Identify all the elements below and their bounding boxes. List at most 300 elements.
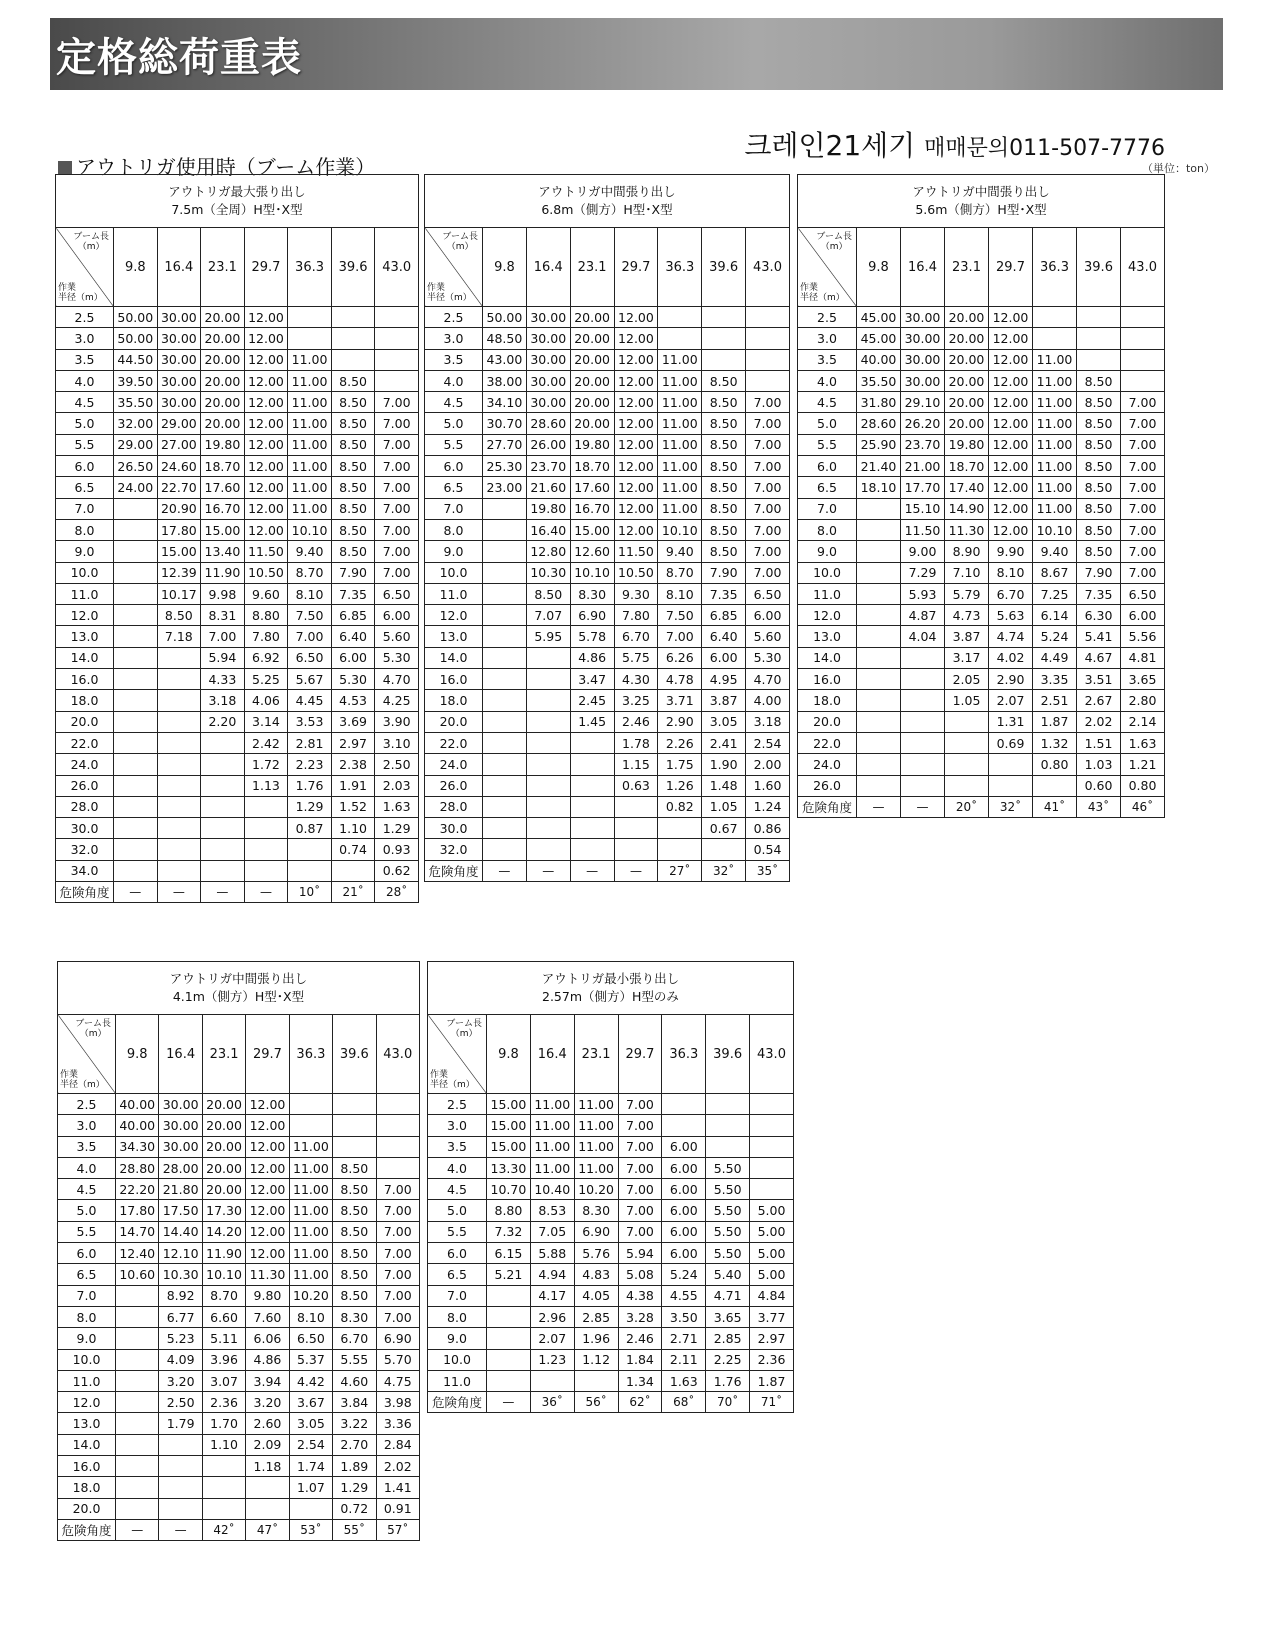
load-cell: [857, 647, 901, 668]
radius-cell: 5.0: [425, 413, 483, 434]
load-cell: 8.50: [702, 477, 746, 498]
load-cell: 7.00: [1121, 434, 1165, 455]
load-cell: 8.50: [333, 1157, 376, 1178]
load-cell: [483, 754, 527, 775]
radius-cell: 2.5: [428, 1094, 487, 1115]
load-cell: 35.50: [857, 370, 901, 391]
load-cell: [157, 690, 201, 711]
load-cell: 7.00: [746, 519, 790, 540]
load-cell: 15.00: [487, 1094, 531, 1115]
load-cell: 7.00: [1121, 392, 1165, 413]
load-cell: 30.00: [157, 370, 201, 391]
load-cell: 20.90: [157, 498, 201, 519]
radius-cell: 16.0: [56, 669, 114, 690]
load-cell: [526, 647, 570, 668]
table-row: [56, 456, 419, 477]
radius-cell: 3.5: [425, 349, 483, 370]
boom-length-cell: 39.6: [331, 228, 375, 307]
load-cell: 7.00: [1121, 477, 1165, 498]
load-cell: 11.00: [530, 1157, 574, 1178]
load-cell: 14.40: [159, 1221, 202, 1242]
danger-angle-cell: 47˚: [246, 1519, 289, 1540]
radius-cell: 8.0: [425, 519, 483, 540]
load-cell: 12.00: [614, 413, 658, 434]
load-cell: [1033, 775, 1077, 796]
radius-cell: 18.0: [798, 690, 857, 711]
load-cell: 30.00: [159, 1094, 202, 1115]
radius-cell: 4.5: [58, 1179, 116, 1200]
load-cell: 8.10: [989, 562, 1033, 583]
load-cell: 17.80: [157, 519, 201, 540]
load-cell: 10.40: [530, 1179, 574, 1200]
load-cell: 18.10: [857, 477, 901, 498]
load-cell: 14.20: [202, 1221, 245, 1242]
load-cell: 11.00: [1033, 477, 1077, 498]
load-cell: 7.00: [376, 1285, 419, 1306]
load-cell: [116, 1392, 159, 1413]
load-cell: 12.00: [246, 1094, 289, 1115]
load-cell: 23.00: [483, 477, 527, 498]
load-cell: 4.81: [1121, 647, 1165, 668]
load-cell: 1.05: [945, 690, 989, 711]
radius-cell: 5.5: [428, 1221, 487, 1242]
radius-cell: 3.0: [798, 328, 857, 349]
load-cell: 11.00: [289, 1200, 332, 1221]
load-cell: 4.42: [289, 1370, 332, 1391]
load-cell: 1.90: [702, 754, 746, 775]
load-cell: 8.30: [574, 1200, 618, 1221]
radius-cell: 3.0: [425, 328, 483, 349]
load-cell: 8.50: [157, 605, 201, 626]
table-row: [425, 370, 790, 391]
radius-cell: 7.0: [798, 498, 857, 519]
radius-cell: 32.0: [56, 839, 114, 860]
load-cell: 25.90: [857, 434, 901, 455]
danger-angle-cell: 68˚: [662, 1392, 706, 1413]
load-cell: 5.50: [706, 1243, 750, 1264]
radius-cell: 13.0: [425, 626, 483, 647]
danger-angle-label: 危険角度: [798, 796, 857, 817]
load-cell: 8.50: [333, 1179, 376, 1200]
load-cell: 12.00: [989, 519, 1033, 540]
load-cell: 10.60: [116, 1264, 159, 1285]
load-cell: 7.90: [702, 562, 746, 583]
load-cell: 8.50: [331, 392, 375, 413]
load-cell: 15.00: [570, 519, 614, 540]
load-cell: 6.00: [662, 1200, 706, 1221]
load-cell: 7.00: [376, 1243, 419, 1264]
radius-cell: 6.5: [798, 477, 857, 498]
load-cell: [288, 839, 332, 860]
load-cell: 8.50: [331, 541, 375, 562]
load-cell: [658, 818, 702, 839]
load-cell: 3.84: [333, 1392, 376, 1413]
radius-axis-label: [427, 283, 472, 303]
load-cell: [857, 711, 901, 732]
boom-length-cell: 23.1: [570, 228, 614, 307]
load-cell: 7.00: [618, 1179, 662, 1200]
boom-length-cell: 29.7: [618, 1015, 662, 1094]
table-row: [425, 732, 790, 753]
danger-angle-cell: 57˚: [376, 1519, 419, 1540]
radius-cell: 6.0: [425, 456, 483, 477]
boom-length-cell: 36.3: [288, 228, 332, 307]
load-cell: 19.80: [570, 434, 614, 455]
radius-cell: 13.0: [56, 626, 114, 647]
load-cell: 11.50: [244, 541, 288, 562]
radius-cell: 14.0: [56, 647, 114, 668]
load-cell: 3.22: [333, 1413, 376, 1434]
load-cell: 8.50: [331, 456, 375, 477]
table-row: [798, 754, 1165, 775]
radius-cell: 6.0: [798, 456, 857, 477]
table-caption-row: [798, 175, 1165, 228]
load-cell: [201, 818, 245, 839]
load-cell: [989, 754, 1033, 775]
axis-diagonal-header: [428, 1015, 487, 1094]
danger-angle-cell: 32˚: [702, 860, 746, 881]
load-cell: 6.70: [333, 1328, 376, 1349]
load-cell: 11.00: [288, 370, 332, 391]
load-cell: [1077, 328, 1121, 349]
load-cell: 7.00: [376, 1200, 419, 1221]
table-row: [425, 434, 790, 455]
load-cell: [201, 860, 245, 881]
boom-length-cell: 43.0: [375, 228, 419, 307]
load-cell: 2.36: [202, 1392, 245, 1413]
load-cell: [526, 818, 570, 839]
danger-angle-cell: 62˚: [618, 1392, 662, 1413]
danger-angle-row: [425, 860, 790, 881]
radius-cell: 3.5: [56, 349, 114, 370]
load-cell: 11.00: [289, 1179, 332, 1200]
load-cell: 0.91: [376, 1498, 419, 1519]
load-cell: 30.00: [901, 328, 945, 349]
load-cell: 16.70: [570, 498, 614, 519]
load-cell: [116, 1349, 159, 1370]
load-cell: 7.07: [526, 605, 570, 626]
load-cell: [901, 690, 945, 711]
load-cell: 3.47: [570, 669, 614, 690]
load-cell: 1.21: [1121, 754, 1165, 775]
load-cell: 2.07: [989, 690, 1033, 711]
load-cell: 6.06: [246, 1328, 289, 1349]
load-cell: 4.25: [375, 690, 419, 711]
radius-cell: 18.0: [56, 690, 114, 711]
boom-length-unit: （m）: [450, 1029, 478, 1039]
load-cell: [114, 647, 158, 668]
load-cell: 17.70: [901, 477, 945, 498]
table-row: [56, 562, 419, 583]
load-cell: 20.00: [570, 370, 614, 391]
load-cell: 17.40: [945, 477, 989, 498]
load-cell: [1077, 349, 1121, 370]
load-cell: [857, 626, 901, 647]
load-cell: 20.00: [945, 413, 989, 434]
load-cell: 1.96: [574, 1328, 618, 1349]
load-cell: 3.53: [288, 711, 332, 732]
load-cell: [483, 669, 527, 690]
table-row: [56, 349, 419, 370]
load-cell: 7.00: [618, 1221, 662, 1242]
boom-length-cell: 16.4: [159, 1015, 202, 1094]
load-cell: 12.00: [244, 328, 288, 349]
load-cell: 2.46: [614, 711, 658, 732]
load-cell: 26.50: [114, 456, 158, 477]
load-cell: 3.51: [1077, 669, 1121, 690]
load-cell: [159, 1498, 202, 1519]
table-row: [56, 392, 419, 413]
load-cell: 5.21: [487, 1264, 531, 1285]
radius-cell: 3.0: [58, 1115, 116, 1136]
danger-angle-cell: 53˚: [289, 1519, 332, 1540]
load-cell: 11.00: [288, 392, 332, 413]
table-row: [798, 605, 1165, 626]
load-cell: [1033, 328, 1077, 349]
load-cell: 22.20: [116, 1179, 159, 1200]
load-cell: [1121, 349, 1165, 370]
load-cell: 2.84: [376, 1434, 419, 1455]
danger-angle-label: 危険角度: [58, 1519, 116, 1540]
load-cell: 10.17: [157, 583, 201, 604]
load-cell: [114, 818, 158, 839]
boom-length-cell: 36.3: [658, 228, 702, 307]
load-cell: 28.60: [526, 413, 570, 434]
load-cell: [202, 1498, 245, 1519]
radius-cell: 7.0: [58, 1285, 116, 1306]
load-cell: 9.40: [1033, 541, 1077, 562]
load-cell: [116, 1285, 159, 1306]
load-cell: 4.60: [333, 1370, 376, 1391]
load-cell: 2.70: [333, 1434, 376, 1455]
load-cell: 0.74: [331, 839, 375, 860]
table-row: [798, 519, 1165, 540]
table-row: [798, 456, 1165, 477]
load-cell: 25.30: [483, 456, 527, 477]
load-cell: 6.50: [375, 583, 419, 604]
table-row: [428, 1094, 794, 1115]
load-cell: [114, 626, 158, 647]
danger-angle-cell: —: [116, 1519, 159, 1540]
danger-angle-cell: —: [114, 882, 158, 903]
load-cell: [945, 711, 989, 732]
load-cell: 7.00: [375, 477, 419, 498]
load-cell: [288, 328, 332, 349]
table-caption: [425, 175, 790, 228]
load-cell: [114, 860, 158, 881]
load-cell: [570, 839, 614, 860]
table-row: [56, 413, 419, 434]
load-cell: 17.50: [159, 1200, 202, 1221]
radius-cell: 7.0: [56, 498, 114, 519]
load-cell: 9.90: [989, 541, 1033, 562]
load-cell: 7.00: [618, 1157, 662, 1178]
load-cell: [333, 1136, 376, 1157]
boom-length-cell: 36.3: [1033, 228, 1077, 307]
table-row: [798, 349, 1165, 370]
load-cell: 4.86: [570, 647, 614, 668]
load-cell: 6.70: [614, 626, 658, 647]
load-cell: 1.29: [288, 796, 332, 817]
load-cell: 11.00: [288, 456, 332, 477]
load-cell: 9.40: [658, 541, 702, 562]
radius-cell: 9.0: [425, 541, 483, 562]
radius-cell: 10.0: [56, 562, 114, 583]
load-cell: 8.10: [289, 1306, 332, 1327]
radius-label-bottom: 半径（m）: [427, 293, 472, 303]
load-cell: [331, 307, 375, 328]
table-row: [428, 1306, 794, 1327]
load-cell: [750, 1115, 794, 1136]
load-cell: 45.00: [857, 307, 901, 328]
radius-cell: 10.0: [425, 562, 483, 583]
load-cell: 12.00: [244, 519, 288, 540]
load-cell: 5.00: [750, 1200, 794, 1221]
radius-cell: 5.5: [798, 434, 857, 455]
radius-cell: 4.0: [798, 370, 857, 391]
load-cell: 8.50: [1077, 434, 1121, 455]
load-cell: 18.70: [570, 456, 614, 477]
radius-label-top: 作業: [58, 283, 77, 293]
contact-main: 크레인21세기: [744, 129, 925, 162]
table-row: [56, 519, 419, 540]
load-cell: 7.00: [375, 434, 419, 455]
caption-line-1: アウトリガ最大張り出し: [168, 184, 306, 199]
load-cell: 34.10: [483, 392, 527, 413]
load-cell: 5.30: [331, 669, 375, 690]
load-cell: 5.50: [706, 1157, 750, 1178]
radius-cell: 2.5: [798, 307, 857, 328]
table-row: [428, 1179, 794, 1200]
caption-line-1: アウトリガ中間張り出し: [169, 971, 308, 986]
load-cell: 45.00: [857, 328, 901, 349]
load-cell: 6.50: [1121, 583, 1165, 604]
radius-cell: 3.0: [56, 328, 114, 349]
load-cell: 4.00: [746, 690, 790, 711]
danger-angle-cell: —: [614, 860, 658, 881]
caption-line-1: アウトリガ最小張り出し: [541, 971, 680, 986]
load-cell: 4.30: [614, 669, 658, 690]
table-row: [58, 1285, 420, 1306]
table-row: [425, 541, 790, 562]
load-cell: 20.00: [945, 349, 989, 370]
table-row: [425, 307, 790, 328]
load-cell: 4.84: [750, 1285, 794, 1306]
load-cell: 5.00: [750, 1243, 794, 1264]
load-cell: [114, 583, 158, 604]
load-cell: [116, 1370, 159, 1391]
load-cell: 17.60: [570, 477, 614, 498]
radius-label-top: 作業: [430, 1070, 449, 1080]
load-cell: 20.00: [570, 307, 614, 328]
load-cell: 7.00: [376, 1306, 419, 1327]
load-cell: 4.86: [246, 1349, 289, 1370]
table-row: [58, 1200, 420, 1221]
danger-angle-cell: 36˚: [530, 1392, 574, 1413]
load-cell: [375, 370, 419, 391]
boom-length-cell: 29.7: [989, 228, 1033, 307]
load-cell: 2.38: [331, 754, 375, 775]
load-cell: 3.18: [201, 690, 245, 711]
load-cell: [750, 1179, 794, 1200]
boom-length-unit: （m）: [446, 242, 474, 252]
radius-cell: 5.5: [56, 434, 114, 455]
load-cell: [530, 1370, 574, 1391]
load-cell: [333, 1094, 376, 1115]
load-cell: 20.00: [945, 370, 989, 391]
load-cell: 11.00: [574, 1136, 618, 1157]
load-cell: 2.46: [618, 1328, 662, 1349]
table-row: [425, 456, 790, 477]
load-cell: [331, 860, 375, 881]
load-cell: [201, 775, 245, 796]
load-cell: 26.20: [901, 413, 945, 434]
load-cell: 24.00: [114, 477, 158, 498]
load-cell: 10.50: [244, 562, 288, 583]
table-row: [425, 690, 790, 711]
load-cell: [333, 1115, 376, 1136]
load-cell: 8.50: [702, 541, 746, 562]
radius-cell: 20.0: [56, 711, 114, 732]
load-cell: [857, 690, 901, 711]
load-cell: [244, 839, 288, 860]
radius-cell: 16.0: [798, 669, 857, 690]
load-cell: 11.00: [658, 456, 702, 477]
load-cell: 4.95: [702, 669, 746, 690]
load-cell: 2.85: [706, 1328, 750, 1349]
load-cell: [114, 669, 158, 690]
load-cell: 6.92: [244, 647, 288, 668]
load-cell: 7.25: [1033, 583, 1077, 604]
load-cell: [901, 754, 945, 775]
load-cell: [483, 583, 527, 604]
load-cell: 44.50: [114, 349, 158, 370]
load-cell: 7.35: [331, 583, 375, 604]
load-cell: 30.00: [526, 328, 570, 349]
load-cell: [658, 839, 702, 860]
load-cell: [487, 1306, 531, 1327]
radius-cell: 6.0: [428, 1243, 487, 1264]
load-cell: 3.14: [244, 711, 288, 732]
load-cell: 6.90: [570, 605, 614, 626]
load-cell: 8.50: [702, 456, 746, 477]
boom-length-unit: （m）: [77, 242, 105, 252]
load-cell: 12.00: [244, 349, 288, 370]
load-cell: [857, 562, 901, 583]
table-row: [56, 434, 419, 455]
load-cell: 0.62: [375, 860, 419, 881]
load-cell: 11.00: [1033, 498, 1077, 519]
boom-length-header-row: [798, 228, 1165, 307]
radius-cell: 8.0: [428, 1306, 487, 1327]
load-cell: 11.00: [1033, 392, 1077, 413]
table-row: [798, 711, 1165, 732]
radius-cell: 7.0: [425, 498, 483, 519]
table-row: [798, 498, 1165, 519]
load-cell: 12.00: [989, 370, 1033, 391]
load-cell: 12.00: [614, 434, 658, 455]
radius-cell: 20.0: [58, 1498, 116, 1519]
load-cell: [746, 307, 790, 328]
load-cell: 11.00: [530, 1094, 574, 1115]
table-row: [428, 1136, 794, 1157]
load-cell: 7.00: [746, 456, 790, 477]
load-cell: [483, 796, 527, 817]
load-cell: 6.00: [746, 605, 790, 626]
load-cell: 1.23: [530, 1349, 574, 1370]
load-cell: 11.00: [288, 349, 332, 370]
radius-cell: 22.0: [425, 732, 483, 753]
